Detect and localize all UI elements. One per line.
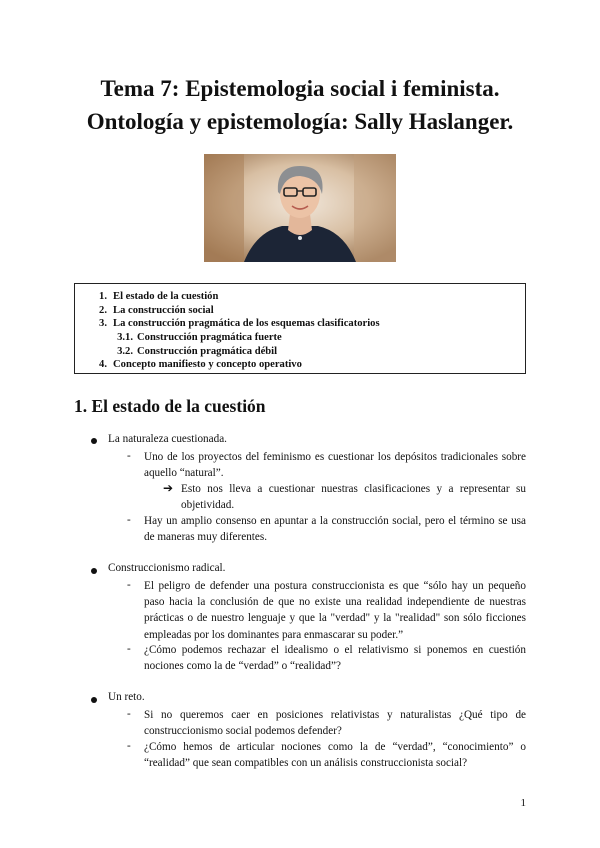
dash-marker: - — [127, 514, 131, 526]
toc-item — [75, 317, 525, 331]
arrow-icon: ➔ — [163, 481, 174, 495]
bullet-subitem: El peligro de defender una postura construccionista es que “sólo hay un pequeño paso hacia la conclusión de que no existe una realidad independiente de nuestras prácticas o de nuestro lenguaje y que la "verdad" y la "realidad" son sólo ficciones empleadas por los dominantes para enmascarar su poder.” — [144, 580, 526, 641]
bullet-subitem: ¿Cómo hemos de articular nociones como la de “verdad”, “conocimiento” o “realidad” que sean compatibles con un análisis construccionista social? — [144, 741, 526, 770]
toc-item-text: Construcción pragmática fuerte — [137, 332, 282, 344]
portrait-illustration — [204, 154, 396, 262]
dash-marker: - — [127, 450, 131, 462]
dash-marker: - — [127, 740, 131, 752]
bullet-dot — [91, 568, 97, 574]
toc-item-text: La construcción pragmática de los esquemas clasificatorios — [113, 318, 380, 330]
title-line-2: Ontología y epistemología: Sally Haslanger. — [86, 109, 514, 134]
toc-item-number: 3.2. — [117, 345, 133, 357]
portrait-photo — [204, 154, 396, 262]
toc-item — [75, 290, 525, 304]
page-number: 1 — [520, 797, 526, 809]
table-of-contents — [74, 283, 526, 374]
toc-subitem — [75, 345, 525, 359]
toc-item-text: El estado de la cuestión — [113, 291, 219, 302]
arrow-note: Esto nos lleva a cuestionar nuestras clasificaciones y a representar su objetividad. — [181, 483, 526, 512]
dash-marker: - — [127, 579, 131, 591]
toc-item — [75, 304, 525, 318]
section-heading: 1. El estado de la cuestión — [74, 396, 266, 416]
document-title — [0, 72, 600, 138]
toc-item-text: Concepto manifiesto y concepto operativo — [113, 359, 302, 371]
toc-item — [75, 358, 525, 372]
bullet-subitem: ¿Cómo podemos rechazar el idealismo o el relativismo si ponemos en cuestión nociones como la de “verdad” o “realidad”? — [144, 644, 526, 673]
bullet-subitem: Uno de los proyectos del feminismo es cuestionar los depósitos tradicionales sobre aquello “natural”. — [144, 451, 526, 480]
toc-item-text: La construcción social — [113, 304, 214, 316]
title-line-1: Tema 7: Epistemologia social i feminista. — [100, 76, 500, 101]
toc-item-number: 1. — [99, 291, 107, 302]
toc-item-number: 4. — [99, 359, 107, 371]
bullet-label: Construccionismo radical. — [108, 562, 226, 574]
dash-marker: - — [127, 643, 131, 655]
toc-item-number: 2. — [99, 304, 107, 316]
toc-item-text: Construcción pragmática débil — [137, 345, 278, 357]
bullet-dot — [91, 697, 97, 703]
bullet-subitem: Si no queremos caer en posiciones relativistas y naturalistas ¿Qué tipo de construccionismo social podemos defender? — [144, 709, 526, 738]
toc-item-number: 3. — [99, 318, 107, 330]
bullet-subitem: Hay un amplio consenso en apuntar a la construcción social, pero el término se usa de maneras muy diferentes. — [144, 515, 526, 544]
toc-item-number: 3.1. — [117, 332, 133, 344]
bullet-dot — [91, 438, 97, 444]
bullet-label: La naturaleza cuestionada. — [108, 433, 227, 445]
toc-subitem — [75, 331, 525, 345]
bullet-label: Un reto. — [108, 691, 145, 703]
dash-marker: - — [127, 708, 131, 720]
